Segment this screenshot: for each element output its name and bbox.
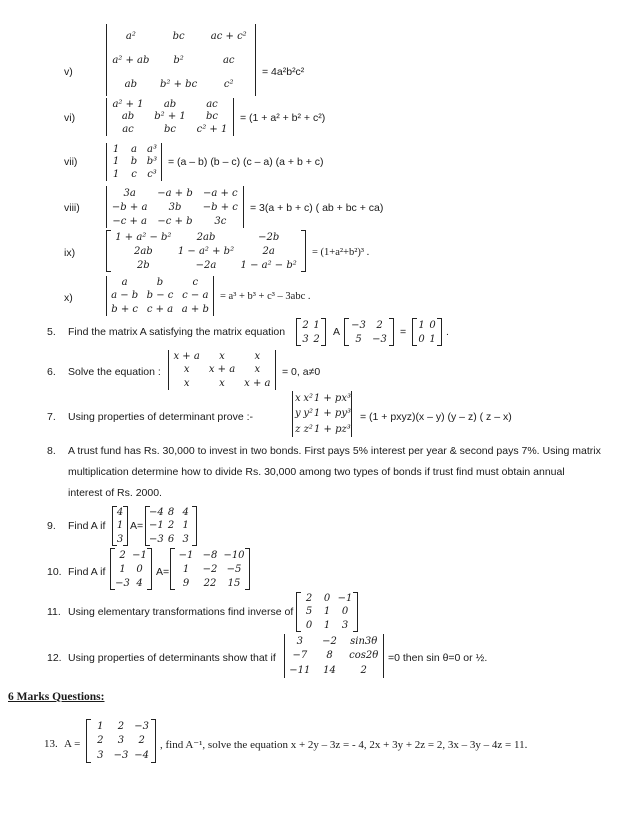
result-vii: = (a – b) (b – c) (c – a) (a + b + c) [168,156,324,168]
matrix-cell: 2 [167,520,175,532]
matrix-cell: x [183,364,190,376]
matrix-cell: ac [222,54,235,66]
q13-matrix [86,719,156,763]
matrix-cell: a [121,277,128,289]
matrix-cell: b − c [146,290,174,302]
matrix-cell: 3 [182,533,189,545]
matrix-cell: −a + b [157,187,193,199]
matrix-cell: −2 [322,635,337,647]
matrix-cell: x² [303,393,314,405]
item-label-vii: vii) [64,156,78,168]
matrix-cell: −3 [351,319,366,331]
matrix-cell: 5 [305,606,313,618]
matrix-cell: 9 [182,577,190,589]
matrix-cell: 2b [136,259,150,271]
q9-mid: A= [130,520,144,532]
matrix-cell: 0 [418,333,425,345]
matrix-cell: x [254,364,261,376]
q5-text: Find the matrix A satisfying the matrix equation [68,326,286,338]
q11-text: Using elementary transformations find inverse of [68,606,294,618]
matrix-cell: ab [124,78,138,90]
matrix-cell: c [192,277,199,289]
matrix-cell: 3a [123,187,136,199]
q7-text: Using properties of determinant prove :- [68,411,254,423]
matrix-cell: 2 [313,333,320,345]
matrix-cell: 2 [305,593,313,605]
q9-text: Find A if [68,520,106,532]
matrix-cell: a² [125,30,136,42]
matrix-cell: 1 + pz³ [314,423,351,435]
q12-number: 12. [47,652,62,664]
matrix-cell: ab [121,111,135,123]
q13-rhs: , find A⁻¹, solve the equation x + 2y – 3z = - 4, 2x + 3y + 2z = 2, 3x – 3y – 4z = 11. [160,739,528,751]
determinant-viii [106,186,244,228]
matrix-cell: 0 [305,619,313,631]
q13-number: 13. [44,738,58,750]
matrix-cell: 1 [418,319,425,331]
q6-determinant [168,350,276,390]
determinant-x [106,276,214,316]
q5-number: 5. [47,326,56,338]
matrix-cell: 1 − a² − b² [240,259,297,271]
matrix-cell: −3 [149,533,164,545]
q9-number: 9. [47,520,56,532]
matrix-cell: 2ab [133,245,153,257]
matrix-cell: −2a [195,259,217,271]
q10-mid: A= [156,566,170,578]
matrix-cell: ac + c² [210,30,247,42]
matrix-cell: −10 [223,549,245,561]
matrix-cell: 0 [341,606,349,618]
matrix-cell: 6 [167,533,175,545]
matrix-cell: −b + c [202,201,238,213]
q8-number: 8. [47,445,56,457]
matrix-cell: 1 [119,563,126,575]
matrix-cell: z² [303,423,313,435]
matrix-cell: −c + a [112,215,147,227]
q5-end: . [446,326,449,338]
result-ix: = (1+a²+b²)³ . [312,247,370,258]
matrix-cell: c − a [182,290,209,302]
q5-matrix-2 [344,318,394,346]
matrix-cell: 1 [182,520,189,532]
matrix-cell: 3b [168,201,182,213]
matrix-cell: x [294,393,301,405]
matrix-cell: −c + b [157,215,193,227]
matrix-cell: c [131,169,137,181]
item-label-v: v) [64,66,73,78]
q6-text: Solve the equation : [68,366,161,378]
matrix-cell: 3 [117,735,125,747]
matrix-cell: −a + c [202,187,238,199]
matrix-cell: 4 [116,507,124,519]
matrix-cell: 1 [313,319,320,331]
result-x: = a³ + b³ + c³ – 3abc . [220,291,311,302]
matrix-cell: y² [303,408,314,420]
matrix-cell: 8 [167,507,175,519]
matrix-cell: 2a [262,245,275,257]
matrix-cell: 3 [296,635,304,647]
matrix-cell: 2 [376,319,383,331]
matrix-cell: 4 [182,507,189,519]
q8-line-2: multiplication determine how to divide Rs. 30,000 among two types of bonds if trust find must obtain annual [68,466,565,478]
matrix-cell: −b + a [111,201,148,213]
q10-matrix-2 [170,548,250,590]
q10-matrix-1 [110,548,152,590]
matrix-cell: bc [172,30,185,42]
q5-matrix-1 [296,318,326,346]
q6-number: 6. [47,366,56,378]
matrix-cell: −1 [149,520,164,532]
q5-equals: = [400,326,407,338]
matrix-cell: sin3θ [350,635,378,647]
matrix-cell: b² + bc [160,78,198,90]
matrix-cell: cos2θ [349,650,379,662]
matrix-cell: 4 [136,577,143,589]
matrix-cell: 2 [119,549,126,561]
determinant-v [106,24,256,96]
matrix-cell: 1 + py³ [313,408,351,420]
matrix-cell: 22 [203,577,217,589]
matrix-cell: bc [205,111,218,123]
matrix-cell: 2ab [196,231,216,243]
q12-rhs: =0 then sin θ=0 or ½. [388,652,488,664]
item-label-ix: ix) [64,247,76,259]
q11-number: 11. [47,606,61,618]
matrix-cell: 14 [323,665,336,677]
matrix-cell: a + b [181,303,209,315]
matrix-cell: x [254,351,261,363]
matrix-cell: 3 [341,619,349,631]
matrix-cell: x + a [208,364,236,376]
matrix-cell: 15 [227,577,241,589]
determinant-vii [106,143,162,181]
matrix-ix [106,230,306,272]
matrix-cell: 2 [138,735,145,747]
matrix-cell: −3 [134,720,150,732]
q9-matrix-2 [145,506,197,546]
matrix-cell: 1 + px³ [313,393,351,405]
q8-line-1: A trust fund has Rs. 30,000 to invest in two bonds. First pays 5% interest per year & second pays 7%. Using matrix [68,445,601,457]
matrix-cell: b² + 1 [154,111,186,123]
matrix-cell: 1 [116,520,124,532]
item-label-viii: viii) [64,202,80,214]
matrix-cell: b [130,156,138,168]
matrix-cell: b [156,277,164,289]
q11-matrix [296,592,358,632]
matrix-cell: x + a [244,377,271,389]
matrix-cell: −4 [134,750,150,762]
matrix-cell: 2 [360,665,367,677]
matrix-cell: 0 [429,319,436,331]
matrix-cell: y [294,408,301,420]
matrix-cell: 1 [112,156,120,168]
matrix-cell: 1 [323,619,331,631]
q8-line-3: interest of Rs. 2000. [68,487,162,499]
matrix-cell: c + a [146,303,174,315]
matrix-cell: a [131,143,137,155]
result-viii: = 3(a + b + c) ( ab + bc + ca) [250,202,384,214]
matrix-cell: −8 [202,549,218,561]
matrix-cell: a − b [111,290,139,302]
matrix-cell: −5 [226,563,242,575]
q6-rhs: = 0, a≠0 [282,366,321,378]
matrix-cell: 1 [182,563,190,575]
q7-rhs: = (1 + pxyz)(x – y) (y – z) ( z – x) [360,411,512,423]
matrix-cell: 3 [116,533,124,545]
q5-mid: A [333,326,341,338]
matrix-cell: 0 [136,563,143,575]
matrix-cell: x + a [173,351,200,363]
q5-matrix-3 [412,318,442,346]
matrix-cell: −1 [132,549,147,561]
matrix-cell: −2 [202,563,218,575]
q10-text: Find A if [68,566,106,578]
matrix-cell: 1 − a² + b² [177,245,235,257]
matrix-cell: −1 [337,593,353,605]
matrix-cell: 1 [112,143,120,155]
matrix-cell: 8 [326,650,333,662]
matrix-cell: −3 [372,333,387,345]
section-heading: 6 Marks Questions: [8,691,105,703]
matrix-cell: −1 [178,549,194,561]
item-label-vi: vi) [64,112,76,124]
matrix-cell: 2 [302,319,309,331]
determinant-vi [106,98,234,136]
item-label-x: x) [64,292,73,304]
result-vi: = (1 + a² + b² + c²) [240,112,326,124]
matrix-cell: c² [223,78,234,90]
matrix-cell: ac [206,98,218,110]
matrix-cell: x [219,351,225,363]
matrix-cell: 2 [117,720,125,732]
matrix-cell: ac [122,124,134,136]
matrix-cell: b + c [111,303,139,315]
matrix-cell: 5 [355,333,362,345]
q7-number: 7. [47,411,56,423]
matrix-cell: a² + ab [112,54,150,66]
matrix-cell: −3 [115,577,130,589]
matrix-cell: x [219,377,225,389]
matrix-cell: 1 [429,333,436,345]
matrix-cell: b³ [146,156,158,168]
result-v: = 4a²b²c² [262,66,305,78]
matrix-cell: bc [163,124,176,136]
matrix-cell: −4 [149,507,164,519]
matrix-cell: c² + 1 [196,124,228,136]
matrix-cell: 0 [323,593,331,605]
matrix-cell: a² + 1 [112,98,144,110]
matrix-cell: −11 [289,665,311,677]
q9-matrix-1 [112,506,128,546]
matrix-cell: c³ [147,169,157,181]
matrix-cell: 2 [97,735,104,747]
matrix-cell: 1 [97,720,104,732]
q10-number: 10. [47,566,62,578]
matrix-cell: a³ [147,143,157,155]
matrix-cell: 3 [302,333,309,345]
matrix-cell: 3 [97,750,104,762]
matrix-cell: ab [163,98,177,110]
q12-determinant [284,634,384,678]
matrix-cell: 1 + a² − b² [115,231,172,243]
q13-pre: A = [64,738,81,750]
q12-text: Using properties of determinants show that if [68,652,276,664]
q7-determinant [292,391,352,437]
matrix-cell: x [183,377,190,389]
matrix-cell: 3c [214,215,227,227]
matrix-cell: b² [173,54,184,66]
matrix-cell: 1 [323,606,331,618]
matrix-cell: −2b [258,231,280,243]
matrix-cell: −7 [292,650,308,662]
matrix-cell: 1 [112,169,120,181]
matrix-cell: −3 [113,750,129,762]
matrix-cell: z [295,423,301,435]
